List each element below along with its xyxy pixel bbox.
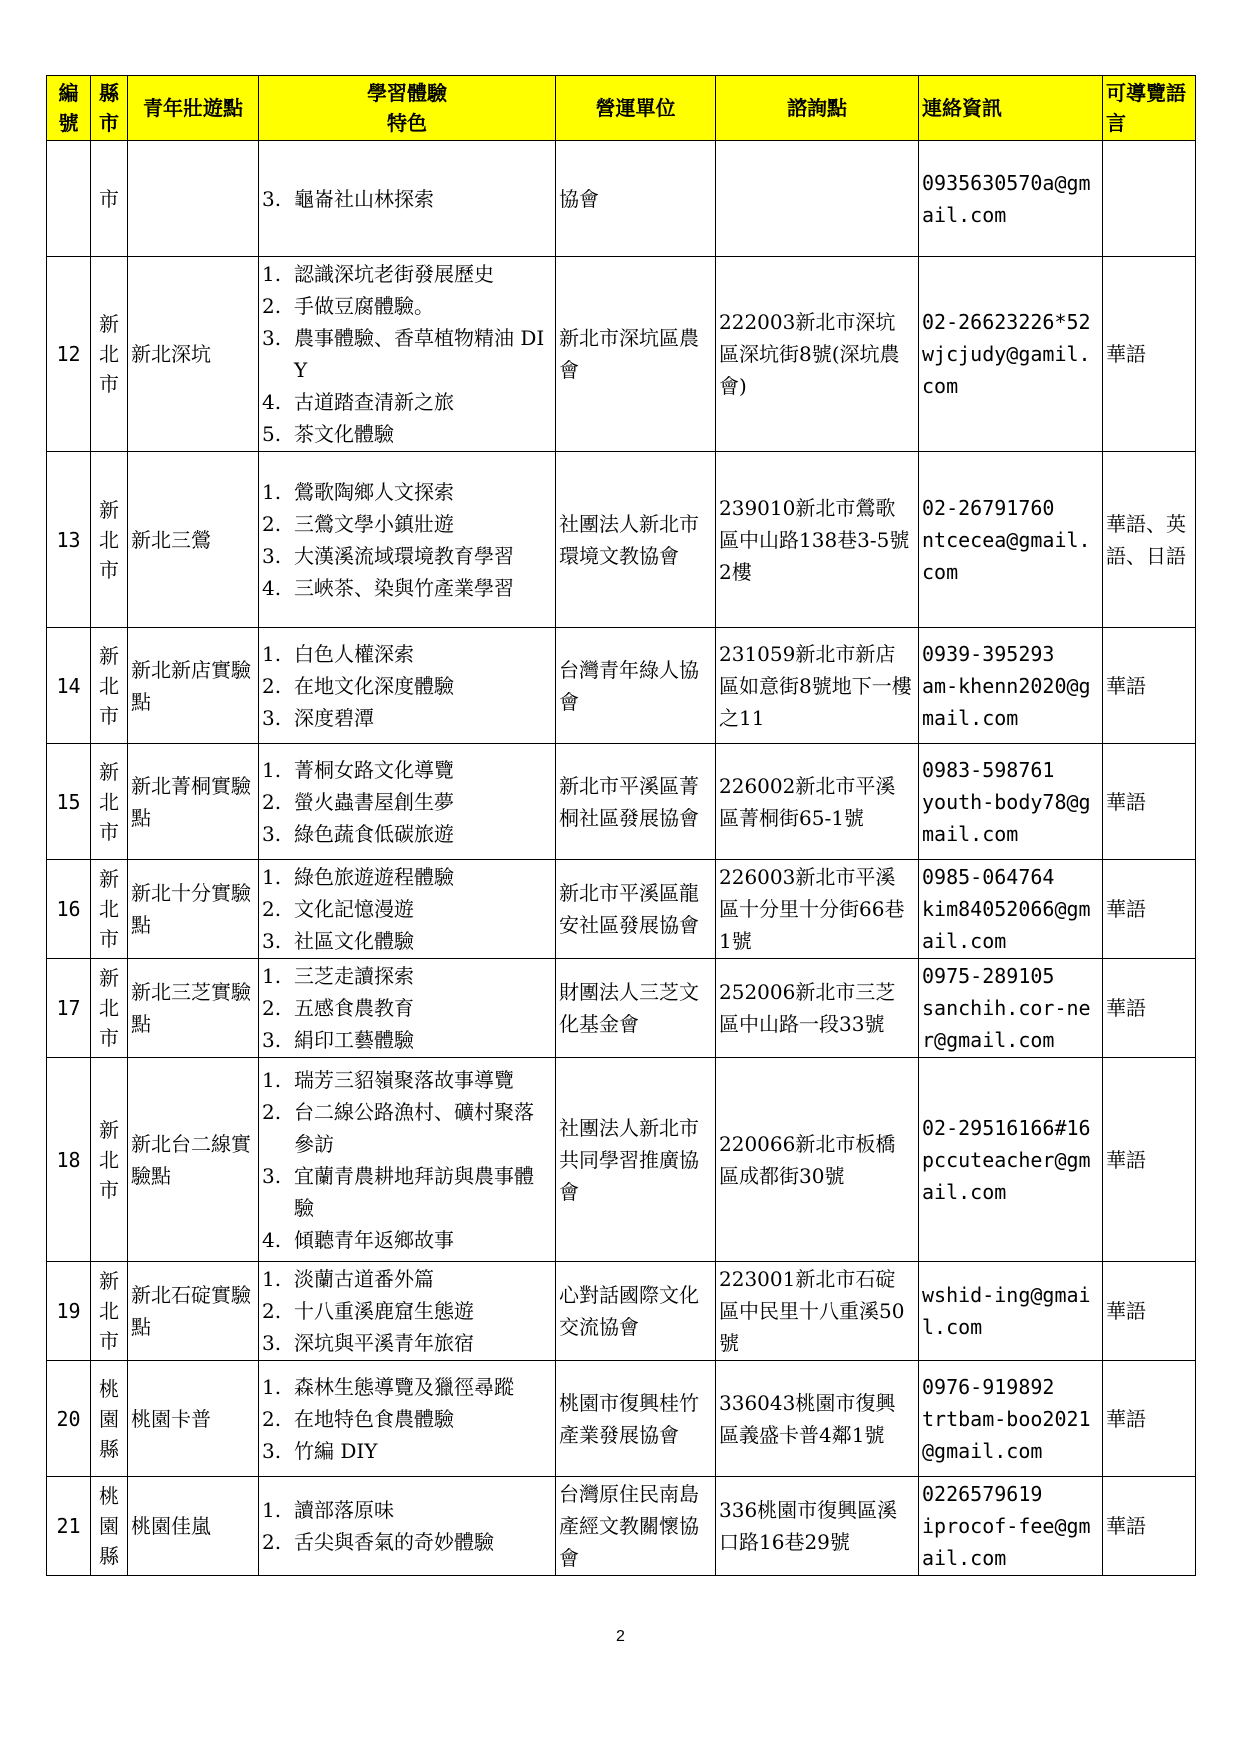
row-contact [919, 744, 1103, 860]
experience-item [262, 508, 552, 540]
county-char: 市 [99, 927, 119, 951]
experience-item-number: 1. [262, 1267, 282, 1291]
row-language: 華語 [1103, 1262, 1196, 1361]
experience-list [262, 183, 552, 215]
county-char: 北 [99, 342, 119, 366]
row-county [91, 1262, 128, 1361]
experience-item [262, 1224, 552, 1256]
row-site-name: 新北十分實驗點 [128, 860, 259, 959]
experience-item-text: 古道踏查清新之旅 [294, 390, 454, 414]
experience-item-text: 台二線公路漁村、礦村聚落參訪 [294, 1099, 534, 1156]
experience-list [262, 476, 552, 604]
experience-item-text: 手做豆腐體驗。 [294, 294, 434, 318]
experience-item [262, 1096, 552, 1160]
row-experience [259, 1262, 556, 1361]
experience-item-text: 宜蘭青農耕地拜訪與農事體驗 [294, 1163, 534, 1220]
county-char: 縣 [99, 1436, 119, 1461]
experience-item [262, 1295, 552, 1327]
contact-line: 02-26623226*52 [922, 310, 1091, 334]
row-number: 12 [47, 257, 91, 452]
experience-item-number: 3. [262, 1438, 282, 1463]
row-consult-address: 252006新北市三芝區中山路一段33號 [716, 959, 919, 1058]
row-experience [259, 1361, 556, 1477]
experience-item-text: 三峽茶、染與竹產業學習 [294, 575, 514, 600]
experience-item-text: 大漢溪流域環境教育學習 [294, 543, 514, 568]
row-number: 16 [47, 860, 91, 959]
experience-item-text: 認識深坑老街發展歷史 [294, 262, 494, 286]
row-language: 華語 [1103, 1058, 1196, 1262]
experience-item [262, 386, 552, 418]
experience-item [262, 418, 552, 450]
experience-item-text: 絹印工藝體驗 [294, 1028, 414, 1052]
table-row [47, 1262, 1196, 1361]
experience-item-number: 4. [262, 1227, 282, 1252]
county-char: 市 [99, 1177, 119, 1202]
county-char: 園 [99, 1406, 119, 1431]
experience-item-number: 3. [262, 705, 282, 730]
contact-line: 0983-598761 [922, 757, 1055, 782]
experience-item-number: 2. [262, 1406, 282, 1431]
experience-list [262, 1494, 552, 1558]
header-contact: 連絡資訊 [919, 76, 1103, 141]
row-number: 21 [47, 1477, 91, 1576]
experience-item-text: 十八重溪鹿窟生態遊 [294, 1299, 474, 1323]
experience-list [262, 861, 552, 957]
row-county [91, 1477, 128, 1576]
experience-item-number: 1. [262, 641, 282, 666]
row-county [91, 959, 128, 1058]
row-contact [919, 452, 1103, 628]
experience-item [262, 992, 552, 1024]
row-operator: 財團法人三芝文化基金會 [556, 959, 716, 1058]
row-site-name: 新北新店實驗點 [128, 628, 259, 744]
row-consult-address: 220066新北市板橋區成都街30號 [716, 1058, 919, 1262]
experience-item-number: 3. [262, 929, 282, 953]
county-char: 新 [99, 1269, 119, 1293]
row-contact [919, 1058, 1103, 1262]
row-language [1103, 141, 1196, 257]
row-site-name: 新北石碇實驗點 [128, 1262, 259, 1361]
contact-line: youth-body78@gmail.com [922, 789, 1091, 846]
experience-item-text: 白色人權深索 [294, 641, 414, 666]
contact-line: 0975-289105 [922, 964, 1055, 988]
row-operator: 桃園市復興桂竹產業發展協會 [556, 1361, 716, 1477]
row-site-name: 新北台二線實驗點 [128, 1058, 259, 1262]
row-consult-address: 226003新北市平溪區十分里十分街66巷1號 [716, 860, 919, 959]
experience-list [262, 638, 552, 734]
row-consult-address: 239010新北市鶯歌區中山路138巷3-5號2樓 [716, 452, 919, 628]
row-experience [259, 257, 556, 452]
row-language: 華語 [1103, 860, 1196, 959]
row-experience [259, 959, 556, 1058]
experience-item-number: 1. [262, 262, 282, 286]
header-language: 可導覽語言 [1103, 76, 1196, 141]
table-row [47, 744, 1196, 860]
row-language: 華語 [1103, 959, 1196, 1058]
county-char: 市 [99, 1329, 119, 1353]
experience-item-text: 在地特色食農體驗 [294, 1406, 454, 1431]
header-experience-line1: 學習體驗 [367, 81, 447, 105]
experience-item-text: 茶文化體驗 [294, 422, 394, 446]
experience-item-number: 3. [262, 1163, 282, 1188]
experience-item-number: 2. [262, 294, 282, 318]
row-consult-address: 336桃園市復興區溪口路16巷29號 [716, 1477, 919, 1576]
experience-item-number: 4. [262, 575, 282, 600]
row-site-name [128, 141, 259, 257]
row-number: 20 [47, 1361, 91, 1477]
experience-item-number: 3. [262, 1028, 282, 1052]
county-char: 新 [99, 312, 119, 336]
experience-item [262, 1263, 552, 1295]
header-experience [259, 76, 556, 141]
experience-item-text: 傾聽青年返鄉故事 [294, 1227, 454, 1252]
experience-item-number: 2. [262, 996, 282, 1020]
experience-item-number: 1. [262, 757, 282, 782]
row-county [91, 141, 128, 257]
table-row [47, 628, 1196, 744]
row-experience [259, 1477, 556, 1576]
contact-line: 02-26791760 [922, 495, 1055, 520]
experience-item-text: 菁桐女路文化導覽 [294, 757, 454, 782]
header-operator: 營運單位 [556, 76, 716, 141]
header-site: 青年壯遊點 [128, 76, 259, 141]
contact-line: wjcjudy@gamil.com [922, 342, 1091, 398]
row-experience [259, 141, 556, 257]
row-operator: 新北市深坑區農會 [556, 257, 716, 452]
row-site-name: 新北三鶯 [128, 452, 259, 628]
experience-item-number: 2. [262, 789, 282, 814]
experience-item [262, 1526, 552, 1558]
row-site-name: 桃園卡普 [128, 1361, 259, 1477]
contact-line: iprocof-fee@gmail.com [922, 1514, 1091, 1570]
experience-item-number: 3. [262, 1331, 282, 1355]
row-experience [259, 744, 556, 860]
row-number: 18 [47, 1058, 91, 1262]
experience-item-text: 深度碧潭 [294, 705, 374, 730]
table-body [47, 141, 1196, 1576]
row-contact [919, 959, 1103, 1058]
county-char: 新 [99, 497, 119, 522]
row-county [91, 452, 128, 628]
row-consult-address: 336043桃園市復興區義盛卡普4鄰1號 [716, 1361, 919, 1477]
experience-item [262, 1371, 552, 1403]
experience-item-number: 5. [262, 422, 282, 446]
contact-line: trtbam-boo2021@gmail.com [922, 1406, 1091, 1463]
experience-list [262, 258, 552, 450]
experience-item [262, 670, 552, 702]
experience-item [262, 572, 552, 604]
experience-item [262, 818, 552, 850]
county-char: 新 [99, 643, 119, 668]
header-no: 編號 [47, 76, 91, 141]
experience-item-number: 1. [262, 1067, 282, 1092]
youth-travel-sites-table [46, 75, 1196, 1576]
row-operator: 社團法人新北市環境文教協會 [556, 452, 716, 628]
county-char: 園 [99, 1514, 119, 1538]
row-experience [259, 628, 556, 744]
county-char: 新 [99, 759, 119, 784]
row-site-name: 桃園佳嵐 [128, 1477, 259, 1576]
experience-item [262, 183, 552, 215]
row-experience [259, 1058, 556, 1262]
contact-line: am-khenn2020@gmail.com [922, 673, 1091, 730]
row-consult-address [716, 141, 919, 257]
experience-item [262, 1024, 552, 1056]
row-operator: 新北市平溪區菁桐社區發展協會 [556, 744, 716, 860]
experience-item [262, 638, 552, 670]
table-row [47, 1361, 1196, 1477]
contact-line: sanchih.cor-ner@gmail.com [922, 996, 1091, 1052]
county-char: 北 [99, 1147, 119, 1172]
experience-item-number: 1. [262, 479, 282, 504]
contact-line: 0985-064764 [922, 865, 1055, 889]
experience-list [262, 1371, 552, 1467]
county-char: 市 [99, 557, 119, 582]
experience-item-number: 3. [262, 821, 282, 846]
experience-item-text: 竹編 DIY [294, 1438, 378, 1463]
experience-item-text: 森林生態導覽及獵徑尋蹤 [294, 1374, 514, 1399]
experience-item [262, 476, 552, 508]
row-operator: 社團法人新北市共同學習推廣協會 [556, 1058, 716, 1262]
table-row [47, 959, 1196, 1058]
experience-item-number: 3. [262, 543, 282, 568]
experience-item-text: 文化記憶漫遊 [294, 897, 414, 921]
row-number: 13 [47, 452, 91, 628]
experience-item-number: 1. [262, 964, 282, 988]
experience-item-number: 4. [262, 390, 282, 414]
experience-item-text: 瑞芳三貂嶺聚落故事導覽 [294, 1067, 514, 1092]
row-operator: 台灣原住民南島產經文教關懷協會 [556, 1477, 716, 1576]
row-site-name: 新北三芝實驗點 [128, 959, 259, 1058]
row-consult-address: 226002新北市平溪區菁桐街65-1號 [716, 744, 919, 860]
experience-item-text: 農事體驗、香草植物精油 DIY [294, 326, 545, 382]
experience-item-number: 2. [262, 1299, 282, 1323]
experience-item-text: 在地文化深度體驗 [294, 673, 454, 698]
row-contact [919, 257, 1103, 452]
county-char: 桃 [99, 1376, 119, 1401]
row-experience [259, 860, 556, 959]
header-row [47, 76, 1196, 141]
county-char: 新 [99, 1117, 119, 1142]
row-operator: 台灣青年綠人協會 [556, 628, 716, 744]
contact-line: kim84052066@gmail.com [922, 897, 1091, 953]
row-language: 華語 [1103, 257, 1196, 452]
experience-item-number: 2. [262, 1099, 282, 1124]
row-consult-address: 222003新北市深坑區深坑街8號(深坑農會) [716, 257, 919, 452]
row-language: 華語 [1103, 1477, 1196, 1576]
experience-item-text: 綠色蔬食低碳旅遊 [294, 821, 454, 846]
row-contact [919, 1262, 1103, 1361]
table-row [47, 860, 1196, 959]
row-county [91, 860, 128, 959]
row-county [91, 744, 128, 860]
county-char: 北 [99, 527, 119, 552]
county-char: 北 [99, 1299, 119, 1323]
experience-list [262, 754, 552, 850]
row-number: 15 [47, 744, 91, 860]
experience-item-text: 舌尖與香氣的奇妙體驗 [294, 1530, 494, 1554]
experience-item [262, 322, 552, 386]
row-county [91, 628, 128, 744]
row-county [91, 1058, 128, 1262]
experience-item-number: 3. [262, 326, 282, 350]
experience-item [262, 893, 552, 925]
row-site-name: 新北深坑 [128, 257, 259, 452]
county-char: 北 [99, 897, 119, 921]
experience-item-text: 淡蘭古道番外篇 [294, 1267, 434, 1291]
row-number [47, 141, 91, 257]
experience-item-text: 龜崙社山林探索 [294, 186, 434, 211]
contact-line: pccuteacher@gmail.com [922, 1147, 1091, 1204]
row-contact [919, 141, 1103, 257]
row-consult-address: 223001新北市石碇區中民里十八重溪50號 [716, 1262, 919, 1361]
row-number: 14 [47, 628, 91, 744]
contact-line: ntcecea@gmail.com [922, 527, 1091, 584]
experience-item [262, 1064, 552, 1096]
experience-item [262, 1327, 552, 1359]
table-row [47, 257, 1196, 452]
header-consult: 諮詢點 [716, 76, 919, 141]
experience-item [262, 754, 552, 786]
experience-item [262, 786, 552, 818]
experience-item [262, 861, 552, 893]
experience-item-number: 2. [262, 673, 282, 698]
experience-item [262, 290, 552, 322]
row-site-name: 新北菁桐實驗點 [128, 744, 259, 860]
table-row [47, 1058, 1196, 1262]
county-char: 北 [99, 789, 119, 814]
row-county [91, 257, 128, 452]
experience-item-text: 五感食農教育 [294, 996, 414, 1020]
experience-item [262, 925, 552, 957]
experience-item-text: 綠色旅遊遊程體驗 [294, 865, 454, 889]
contact-line: 0935630570a@gmail.com [922, 170, 1091, 227]
experience-item-text: 三鶯文學小鎮壯遊 [294, 511, 454, 536]
county-char: 市 [99, 186, 119, 211]
header-county: 縣市 [91, 76, 128, 141]
county-char: 縣 [99, 1544, 119, 1568]
experience-item [262, 1494, 552, 1526]
experience-item-text: 社區文化體驗 [294, 929, 414, 953]
experience-list [262, 1263, 552, 1359]
contact-line: 0226579619 [922, 1482, 1043, 1506]
table-row [47, 1477, 1196, 1576]
row-experience [259, 452, 556, 628]
county-char: 北 [99, 673, 119, 698]
experience-item [262, 702, 552, 734]
experience-item [262, 540, 552, 572]
experience-item-text: 鶯歌陶鄉人文探索 [294, 479, 454, 504]
row-number: 17 [47, 959, 91, 1058]
row-consult-address: 231059新北市新店區如意街8號地下一樓之11 [716, 628, 919, 744]
county-char: 新 [99, 966, 119, 990]
table-row [47, 141, 1196, 257]
row-contact [919, 1477, 1103, 1576]
experience-item [262, 1435, 552, 1467]
header-experience-line2: 特色 [387, 111, 427, 135]
row-language: 華語 [1103, 628, 1196, 744]
contact-line: wshid-ing@gmail.com [922, 1283, 1091, 1339]
county-char: 市 [99, 703, 119, 728]
experience-list [262, 1064, 552, 1256]
county-char: 桃 [99, 1484, 119, 1508]
experience-item-number: 3. [262, 186, 282, 211]
county-char: 市 [99, 819, 119, 844]
row-contact [919, 1361, 1103, 1477]
experience-list [262, 960, 552, 1056]
row-county [91, 1361, 128, 1477]
county-char: 北 [99, 996, 119, 1020]
experience-item-text: 螢火蟲書屋創生夢 [294, 789, 454, 814]
row-language: 華語、英語、日語 [1103, 452, 1196, 628]
experience-item-number: 2. [262, 511, 282, 536]
contact-line: 0976-919892 [922, 1374, 1055, 1399]
experience-item-text: 深坑與平溪青年旅宿 [294, 1331, 474, 1355]
row-operator: 心對話國際文化交流協會 [556, 1262, 716, 1361]
row-language: 華語 [1103, 1361, 1196, 1477]
row-contact [919, 860, 1103, 959]
contact-line: 0939-395293 [922, 641, 1055, 666]
row-language: 華語 [1103, 744, 1196, 860]
experience-item-number: 1. [262, 1498, 282, 1522]
experience-item-text: 三芝走讀探索 [294, 964, 414, 988]
page-number: 2 [616, 1628, 625, 1645]
experience-item [262, 1403, 552, 1435]
experience-item [262, 258, 552, 290]
experience-item-text: 讀部落原味 [294, 1498, 394, 1522]
experience-item-number: 1. [262, 1374, 282, 1399]
row-contact [919, 628, 1103, 744]
experience-item-number: 1. [262, 865, 282, 889]
experience-item [262, 960, 552, 992]
row-number: 19 [47, 1262, 91, 1361]
county-char: 新 [99, 867, 119, 891]
county-char: 市 [99, 1026, 119, 1050]
row-operator: 協會 [556, 141, 716, 257]
experience-item-number: 2. [262, 897, 282, 921]
row-operator: 新北市平溪區龍安社區發展協會 [556, 860, 716, 959]
contact-line: 02-29516166#16 [922, 1115, 1091, 1140]
experience-item-number: 2. [262, 1530, 282, 1554]
table-row [47, 452, 1196, 628]
experience-item [262, 1160, 552, 1224]
county-char: 市 [99, 372, 119, 396]
